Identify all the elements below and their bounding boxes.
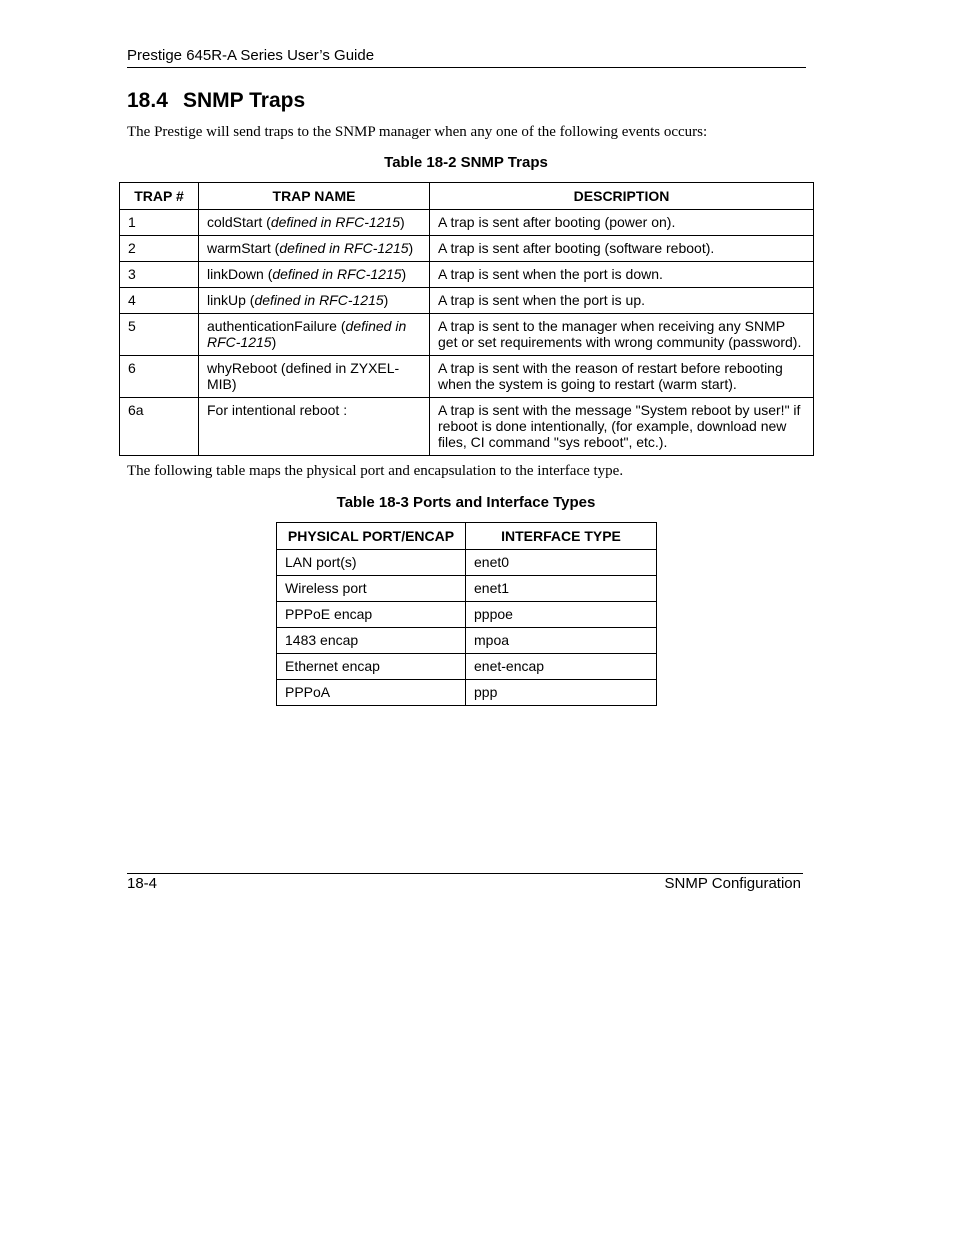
header-rule <box>127 67 806 68</box>
footer-rule <box>127 873 803 874</box>
interface-type: ppp <box>466 680 657 706</box>
section-heading <box>127 88 305 114</box>
table-row <box>120 398 814 456</box>
trap-name: For intentional reboot : <box>199 398 430 456</box>
physical-port: Wireless port <box>277 576 466 602</box>
chapter-title: SNMP Configuration <box>664 875 801 892</box>
table-row <box>277 602 657 628</box>
ports-table-caption: Table 18-3 Ports and Interface Types <box>336 494 596 511</box>
table-row <box>120 314 814 356</box>
trap-name: coldStart (defined in RFC-1215) <box>199 210 430 236</box>
section-title: SNMP Traps <box>183 89 306 112</box>
intro-paragraph: The Prestige will send traps to the SNMP manager when any one of the following events occurs: <box>127 124 708 140</box>
table-row <box>277 576 657 602</box>
table-row <box>120 262 814 288</box>
physical-port: 1483 encap <box>277 628 466 654</box>
trap-name: authenticationFailure (defined in RFC-1215) <box>199 314 430 356</box>
page-number: 18-4 <box>127 875 158 892</box>
trap-name: linkDown (defined in RFC-1215) <box>199 262 430 288</box>
table-row <box>277 628 657 654</box>
section-number: 18.4 <box>127 89 168 112</box>
column-header-physical-port: PHYSICAL PORT/ENCAP <box>277 523 466 550</box>
trap-description: A trap is sent to the manager when receiving any SNMP get or set requirements with wrong community (password). <box>430 314 814 356</box>
trap-description: A trap is sent after booting (power on). <box>430 210 814 236</box>
physical-port: PPPoA <box>277 680 466 706</box>
trap-number: 4 <box>120 288 199 314</box>
trap-description: A trap is sent with the reason of restart before rebooting when the system is going to restart (warm start). <box>430 356 814 398</box>
trap-description: A trap is sent with the message "System reboot by user!" if reboot is done intentionally, (for example, download new files, CI command "sys reboot", etc.). <box>430 398 814 456</box>
interface-type: enet-encap <box>466 654 657 680</box>
snmp-traps-table <box>119 182 814 456</box>
physical-port: LAN port(s) <box>277 550 466 576</box>
column-header-trap-number: TRAP # <box>120 183 199 210</box>
trap-number: 5 <box>120 314 199 356</box>
table-row <box>277 550 657 576</box>
traps-table-caption: Table 18-2 SNMP Traps <box>384 154 548 171</box>
column-header-description: DESCRIPTION <box>430 183 814 210</box>
table-row <box>120 210 814 236</box>
interface-type: pppoe <box>466 602 657 628</box>
ports-interface-table <box>276 522 657 706</box>
mapping-paragraph: The following table maps the physical port and encapsulation to the interface type. <box>127 463 624 479</box>
table-row <box>120 356 814 398</box>
physical-port: Ethernet encap <box>277 654 466 680</box>
table-row <box>120 236 814 262</box>
trap-name: whyReboot (defined in ZYXEL-MIB) <box>199 356 430 398</box>
interface-type: mpoa <box>466 628 657 654</box>
trap-number: 6 <box>120 356 199 398</box>
trap-description: A trap is sent after booting (software reboot). <box>430 236 814 262</box>
table-row <box>277 654 657 680</box>
interface-type: enet1 <box>466 576 657 602</box>
physical-port: PPPoE encap <box>277 602 466 628</box>
trap-name: warmStart (defined in RFC-1215) <box>199 236 430 262</box>
trap-number: 1 <box>120 210 199 236</box>
trap-number: 2 <box>120 236 199 262</box>
column-header-interface-type: INTERFACE TYPE <box>466 523 657 550</box>
column-header-trap-name: TRAP NAME <box>199 183 430 210</box>
interface-type: enet0 <box>466 550 657 576</box>
trap-number: 3 <box>120 262 199 288</box>
table-header-row <box>277 523 657 550</box>
trap-description: A trap is sent when the port is up. <box>430 288 814 314</box>
running-header: Prestige 645R-A Series User’s Guide <box>127 47 375 64</box>
trap-name: linkUp (defined in RFC-1215) <box>199 288 430 314</box>
table-header-row <box>120 183 814 210</box>
trap-number: 6a <box>120 398 199 456</box>
table-row <box>120 288 814 314</box>
table-row <box>277 680 657 706</box>
trap-description: A trap is sent when the port is down. <box>430 262 814 288</box>
